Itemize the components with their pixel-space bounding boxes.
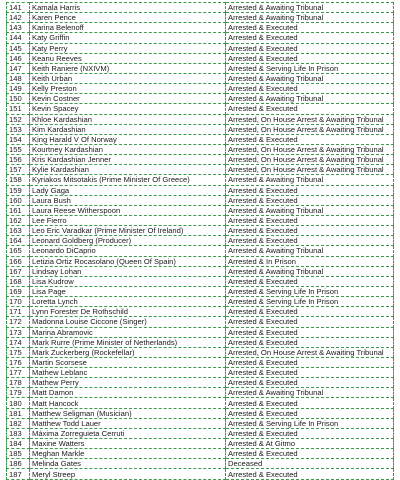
- row-number: 181: [7, 408, 30, 418]
- row-number: 183: [7, 428, 30, 438]
- row-number: 149: [7, 84, 30, 94]
- person-name: Kevin Spacey: [30, 104, 226, 114]
- person-name: Kevin Costner: [30, 94, 226, 104]
- row-number: 170: [7, 297, 30, 307]
- table-row: [7, 63, 394, 73]
- status-text: Arrested & Executed: [226, 276, 394, 286]
- row-number: 145: [7, 43, 30, 53]
- status-text: Arrested & Serving Life In Prison: [226, 297, 394, 307]
- table-row: [7, 357, 394, 367]
- table-row: [7, 114, 394, 124]
- person-name: Katy Perry: [30, 43, 226, 53]
- status-text: Arrested & Awaiting Tribunal: [226, 13, 394, 23]
- row-number: 159: [7, 185, 30, 195]
- row-number: 173: [7, 327, 30, 337]
- status-text: Arrested & Executed: [226, 104, 394, 114]
- status-text: Arrested, On House Arrest & Awaiting Tribunal: [226, 124, 394, 134]
- row-number: 157: [7, 165, 30, 175]
- person-name: Matthew Seligman (Musician): [30, 408, 226, 418]
- table-row: [7, 165, 394, 175]
- status-text: Arrested & Executed: [226, 307, 394, 317]
- status-text: Arrested & Awaiting Tribunal: [226, 73, 394, 83]
- person-name: Letizia Ortiz Rocasolano (Queen Of Spain): [30, 256, 226, 266]
- person-name: Meghan Markle: [30, 449, 226, 459]
- person-name: Matt Hancock: [30, 398, 226, 408]
- status-text: Arrested & Executed: [226, 23, 394, 33]
- person-name: Kim Kardashian: [30, 124, 226, 134]
- status-text: Arrested & Executed: [226, 33, 394, 43]
- table-row: [7, 307, 394, 317]
- row-number: 161: [7, 205, 30, 215]
- row-number: 172: [7, 317, 30, 327]
- row-number: 141: [7, 3, 30, 13]
- table-row: [7, 428, 394, 438]
- table-row: [7, 226, 394, 236]
- status-text: Arrested & Executed: [226, 317, 394, 327]
- table-row: [7, 398, 394, 408]
- table-row: [7, 317, 394, 327]
- row-number: 146: [7, 53, 30, 63]
- table-row: [7, 459, 394, 469]
- status-text: Arrested & Awaiting Tribunal: [226, 388, 394, 398]
- table-row: [7, 439, 394, 449]
- status-text: Arrested & Executed: [226, 469, 394, 479]
- status-text: Arrested & Executed: [226, 408, 394, 418]
- table-row: [7, 94, 394, 104]
- row-number: 186: [7, 459, 30, 469]
- person-name: Lindsay Lohan: [30, 266, 226, 276]
- status-text: Arrested & Executed: [226, 53, 394, 63]
- row-number: 163: [7, 226, 30, 236]
- person-name: Karen Pence: [30, 13, 226, 23]
- row-number: 177: [7, 368, 30, 378]
- table-row: [7, 73, 394, 83]
- table-row: [7, 297, 394, 307]
- person-name: Marina Abramovic: [30, 327, 226, 337]
- table-row: [7, 236, 394, 246]
- status-text: Arrested, On House Arrest & Awaiting Tribunal: [226, 155, 394, 165]
- row-number: 162: [7, 215, 30, 225]
- table-row: [7, 53, 394, 63]
- person-name: Kris Kardashian Jenner: [30, 155, 226, 165]
- table-row: [7, 449, 394, 459]
- status-text: Arrested & Executed: [226, 378, 394, 388]
- status-text: Arrested & Executed: [226, 368, 394, 378]
- table-row: [7, 378, 394, 388]
- status-text: Arrested, On House Arrest & Awaiting Tribunal: [226, 144, 394, 154]
- person-name: Katy Griffin: [30, 33, 226, 43]
- row-number: 160: [7, 195, 30, 205]
- row-number: 164: [7, 236, 30, 246]
- status-text: Arrested & Executed: [226, 337, 394, 347]
- person-name: Leonard Goldberg (Producer): [30, 236, 226, 246]
- status-text: Arrested & Executed: [226, 43, 394, 53]
- row-number: 178: [7, 378, 30, 388]
- status-text: Arrested & Executed: [226, 84, 394, 94]
- row-number: 185: [7, 449, 30, 459]
- table-row: [7, 246, 394, 256]
- table-row: [7, 185, 394, 195]
- status-text: Arrested & Awaiting Tribunal: [226, 94, 394, 104]
- table-row: [7, 3, 394, 13]
- table-row: [7, 33, 394, 43]
- person-name: Karina Belenoff: [30, 23, 226, 33]
- table-row: [7, 347, 394, 357]
- status-table-container: [6, 2, 392, 480]
- person-name: Matt Damon: [30, 388, 226, 398]
- person-name: Kelly Preston: [30, 84, 226, 94]
- person-name: Meryl Streep: [30, 469, 226, 479]
- status-text: Arrested & In Prison: [226, 256, 394, 266]
- row-number: 156: [7, 155, 30, 165]
- table-row: [7, 195, 394, 205]
- status-text: Arrested & Executed: [226, 185, 394, 195]
- table-row: [7, 175, 394, 185]
- row-number: 182: [7, 418, 30, 428]
- table-row: [7, 337, 394, 347]
- row-number: 152: [7, 114, 30, 124]
- person-name: Mark Zuckerberg (Rockefellar): [30, 347, 226, 357]
- table-row: [7, 266, 394, 276]
- table-row: [7, 134, 394, 144]
- table-row: [7, 84, 394, 94]
- person-name: Kylie Kardashian: [30, 165, 226, 175]
- person-name: Lee Fierro: [30, 215, 226, 225]
- table-row: [7, 368, 394, 378]
- person-name: Lady Gaga: [30, 185, 226, 195]
- row-number: 155: [7, 144, 30, 154]
- status-text: Arrested & Awaiting Tribunal: [226, 175, 394, 185]
- person-name: Leo Eric Varadkar (Prime Minister Of Ireland): [30, 226, 226, 236]
- row-number: 150: [7, 94, 30, 104]
- status-text: Arrested & Serving Life In Prison: [226, 286, 394, 296]
- status-text: Arrested & Executed: [226, 449, 394, 459]
- status-text: Arrested & Executed: [226, 134, 394, 144]
- status-text: Arrested & At Gitmo: [226, 439, 394, 449]
- table-row: [7, 418, 394, 428]
- person-name: Laura Reese Witherspoon: [30, 205, 226, 215]
- row-number: 176: [7, 357, 30, 367]
- status-table: [6, 2, 394, 480]
- row-number: 187: [7, 469, 30, 479]
- person-name: Lynn Forester De Rothschild: [30, 307, 226, 317]
- table-row: [7, 388, 394, 398]
- status-text: Arrested & Awaiting Tribunal: [226, 246, 394, 256]
- row-number: 169: [7, 286, 30, 296]
- status-text: Arrested & Executed: [226, 327, 394, 337]
- person-name: Matthew Todd Lauer: [30, 418, 226, 428]
- person-name: Leonardo DiCaprio: [30, 246, 226, 256]
- status-text: Arrested & Executed: [226, 195, 394, 205]
- status-text: Arrested, On House Arrest & Awaiting Tribunal: [226, 114, 394, 124]
- table-row: [7, 215, 394, 225]
- table-row: [7, 13, 394, 23]
- person-name: Khloe Kardashian: [30, 114, 226, 124]
- status-text: Arrested, On House Arrest & Awaiting Tribunal: [226, 165, 394, 175]
- status-text: Arrested & Executed: [226, 226, 394, 236]
- status-text: Arrested & Serving Life In Prison: [226, 63, 394, 73]
- row-number: 174: [7, 337, 30, 347]
- table-row: [7, 469, 394, 479]
- status-text: Arrested & Executed: [226, 398, 394, 408]
- row-number: 158: [7, 175, 30, 185]
- person-name: Lisa Page: [30, 286, 226, 296]
- status-text: Arrested & Executed: [226, 357, 394, 367]
- table-row: [7, 144, 394, 154]
- table-row: [7, 256, 394, 266]
- table-row: [7, 124, 394, 134]
- status-text: Arrested & Awaiting Tribunal: [226, 266, 394, 276]
- person-name: Loretta Lynch: [30, 297, 226, 307]
- status-text: Arrested & Awaiting Tribunal: [226, 205, 394, 215]
- person-name: Madonna Louise Ciccone (Singer): [30, 317, 226, 327]
- status-table-body: [7, 3, 394, 480]
- person-name: Maxine Watters: [30, 439, 226, 449]
- person-name: Keanu Reeves: [30, 53, 226, 63]
- row-number: 167: [7, 266, 30, 276]
- person-name: Kourtney Kardashian: [30, 144, 226, 154]
- row-number: 175: [7, 347, 30, 357]
- table-row: [7, 205, 394, 215]
- status-text: Arrested, On House Arrest & Awaiting Tribunal: [226, 347, 394, 357]
- row-number: 165: [7, 246, 30, 256]
- person-name: Keith Raniere (NXIVM): [30, 63, 226, 73]
- status-text: Arrested & Executed: [226, 215, 394, 225]
- table-row: [7, 23, 394, 33]
- status-text: Arrested & Serving Life In Prison: [226, 418, 394, 428]
- row-number: 148: [7, 73, 30, 83]
- row-number: 144: [7, 33, 30, 43]
- status-text: Arrested & Awaiting Tribunal: [226, 3, 394, 13]
- row-number: 166: [7, 256, 30, 266]
- table-row: [7, 155, 394, 165]
- status-text: Deceased: [226, 459, 394, 469]
- person-name: Kamala Harris: [30, 3, 226, 13]
- row-number: 142: [7, 13, 30, 23]
- row-number: 179: [7, 388, 30, 398]
- table-row: [7, 327, 394, 337]
- person-name: Lisa Kudrow: [30, 276, 226, 286]
- table-row: [7, 276, 394, 286]
- row-number: 147: [7, 63, 30, 73]
- row-number: 154: [7, 134, 30, 144]
- person-name: Mathew Leblanc: [30, 368, 226, 378]
- row-number: 168: [7, 276, 30, 286]
- table-row: [7, 104, 394, 114]
- row-number: 184: [7, 439, 30, 449]
- row-number: 143: [7, 23, 30, 33]
- table-row: [7, 43, 394, 53]
- person-name: King Harald V Of Norway: [30, 134, 226, 144]
- table-row: [7, 286, 394, 296]
- row-number: 153: [7, 124, 30, 134]
- row-number: 171: [7, 307, 30, 317]
- person-name: Melinda Gates: [30, 459, 226, 469]
- person-name: Keith Urban: [30, 73, 226, 83]
- row-number: 151: [7, 104, 30, 114]
- row-number: 180: [7, 398, 30, 408]
- person-name: Mark Rurre (Prime Minister of Netherlands): [30, 337, 226, 347]
- person-name: Laura Bush: [30, 195, 226, 205]
- status-text: Arrested & Executed: [226, 236, 394, 246]
- status-text: Arrested & Executed: [226, 428, 394, 438]
- person-name: Mathew Perry: [30, 378, 226, 388]
- table-row: [7, 408, 394, 418]
- person-name: Kyriakos Mitsotakis (Prime Minister Of Greece): [30, 175, 226, 185]
- person-name: Máxima Zorreguieta Cerruti: [30, 428, 226, 438]
- person-name: Martin Scorsese: [30, 357, 226, 367]
